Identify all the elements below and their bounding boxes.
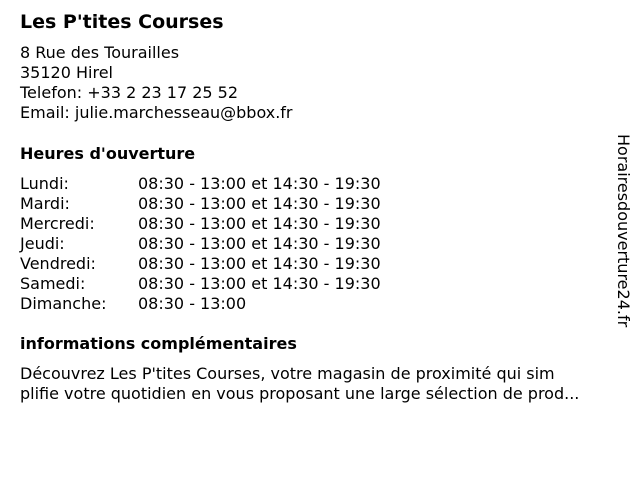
store-name: Les P'tites Courses: [20, 11, 224, 33]
day-label: Dimanche:: [20, 294, 107, 313]
day-label: Samedi:: [20, 274, 86, 293]
time-range: 08:30 - 13:00 et 14:30 - 19:30: [138, 234, 381, 253]
address-street: 8 Rue des Tourailles: [20, 43, 180, 62]
hours-row-monday: [20, 174, 381, 194]
hours-row-wednesday: [20, 214, 381, 234]
opening-hours-list: [20, 174, 381, 314]
hours-row-thursday: [20, 234, 381, 254]
email-address[interactable]: Email: julie.marchesseau@bbox.fr: [20, 103, 293, 122]
time-range: 08:30 - 13:00: [138, 294, 247, 313]
time-range: 08:30 - 13:00 et 14:30 - 19:30: [138, 254, 381, 273]
site-watermark: Horairesdouverture24.fr: [614, 134, 633, 328]
time-range: 08:30 - 13:00 et 14:30 - 19:30: [138, 194, 381, 213]
day-label: Mercredi:: [20, 214, 95, 233]
info-heading: informations complémentaires: [20, 334, 297, 353]
store-contact: [20, 43, 293, 123]
day-label: Vendredi:: [20, 254, 96, 273]
description-line: plifie votre quotidien en vous proposant une large sélection de prod...: [20, 384, 580, 403]
day-label: Lundi:: [20, 174, 69, 193]
hours-row-friday: [20, 254, 381, 274]
hours-row-tuesday: [20, 194, 381, 214]
hours-heading: Heures d'ouverture: [20, 144, 196, 163]
phone-number[interactable]: Telefon: +33 2 23 17 25 52: [20, 83, 239, 102]
time-range: 08:30 - 13:00 et 14:30 - 19:30: [138, 214, 381, 233]
time-range: 08:30 - 13:00 et 14:30 - 19:30: [138, 174, 381, 193]
address-city: 35120 Hirel: [20, 63, 113, 82]
hours-row-sunday: [20, 294, 381, 314]
description-line: Découvrez Les P'tites Courses, votre magasin de proximité qui sim: [20, 364, 555, 383]
day-label: Mardi:: [20, 194, 70, 213]
day-label: Jeudi:: [20, 234, 65, 253]
hours-row-saturday: [20, 274, 381, 294]
time-range: 08:30 - 13:00 et 14:30 - 19:30: [138, 274, 381, 293]
store-description: [20, 364, 632, 404]
